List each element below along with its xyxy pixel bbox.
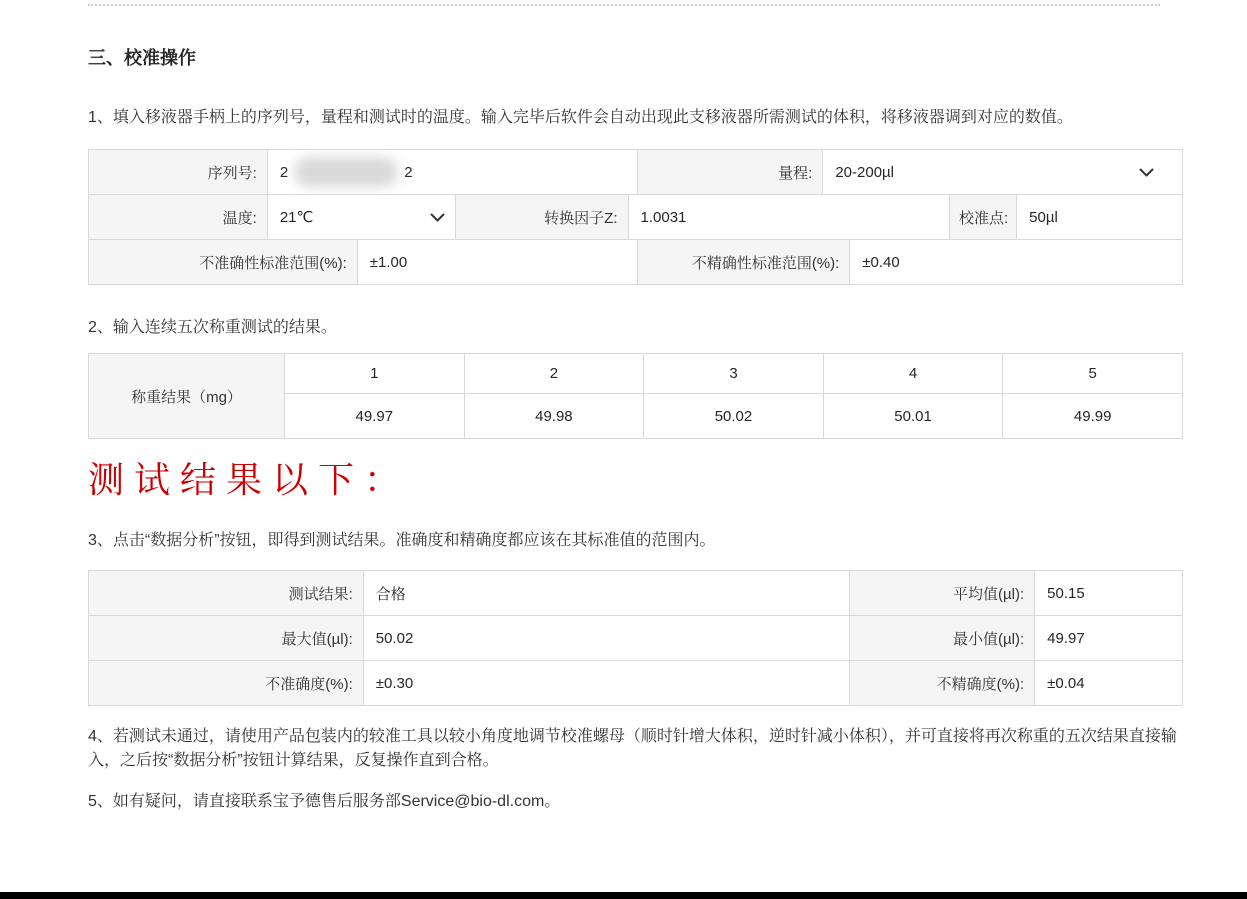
imprecision-value: ±0.04 xyxy=(1035,661,1183,706)
serial-input[interactable] xyxy=(268,150,638,195)
results-table-row-3 xyxy=(89,661,1183,706)
range-select[interactable] xyxy=(823,150,1183,195)
weighing-grid xyxy=(285,354,1182,438)
setup-table xyxy=(88,149,1183,285)
weighing-col-header-2: 2 xyxy=(465,354,645,394)
page-break-dotted-line xyxy=(88,4,1160,6)
weighing-col-header-4: 4 xyxy=(824,354,1004,394)
max-value: 50.02 xyxy=(364,616,851,661)
step-2-text: 2、输入连续五次称重测试的结果。 xyxy=(88,319,337,336)
mean-value: 50.15 xyxy=(1035,571,1183,616)
weighing-row-label: 称重结果（mg） xyxy=(89,354,285,438)
test-result-label: 测试结果: xyxy=(89,571,364,616)
cal-point-label: 校准点: xyxy=(950,195,1017,240)
max-label: 最大值(µl): xyxy=(89,616,364,661)
range-select-value: 20-200µl xyxy=(835,163,895,181)
min-value: 49.97 xyxy=(1035,616,1183,661)
imprecision-label: 不精确度(%): xyxy=(850,661,1035,706)
serial-redaction-blur xyxy=(294,157,398,187)
weighing-value-input-2[interactable]: 49.98 xyxy=(465,394,645,438)
chevron-down-icon xyxy=(1139,168,1154,177)
imprecision-std-label: 不精确性标准范围(%): xyxy=(638,240,851,285)
step-5-text: 5、如有疑问，请直接联系宝予德售后服务部Service@bio-dl.com。 xyxy=(88,793,561,810)
bottom-window-edge xyxy=(0,892,1247,899)
weighing-value-input-3[interactable]: 50.02 xyxy=(644,394,824,438)
serial-prefix: 2 xyxy=(279,163,289,181)
imprecision-std-value: ±0.40 xyxy=(850,240,1183,285)
weighing-header-row xyxy=(285,354,1182,394)
document-body xyxy=(88,47,1183,814)
chevron-down-icon xyxy=(430,213,445,222)
setup-table-row-1 xyxy=(89,150,1183,195)
weighing-values-row xyxy=(285,394,1182,438)
weighing-value-input-1[interactable]: 49.97 xyxy=(285,394,465,438)
min-label: 最小值(µl): xyxy=(850,616,1035,661)
inaccuracy-value: ±0.30 xyxy=(364,661,851,706)
inaccuracy-label: 不准确度(%): xyxy=(89,661,364,706)
setup-table-row-3 xyxy=(89,240,1183,285)
temperature-select-value: 21℃ xyxy=(279,209,314,226)
cal-point-value: 50µl xyxy=(1017,195,1183,240)
setup-table-row-2 xyxy=(89,195,1183,240)
weighing-value-input-5[interactable]: 49.99 xyxy=(1073,407,1112,425)
weighing-value-input-4[interactable]: 50.01 xyxy=(824,394,1004,438)
temperature-label: 温度: xyxy=(89,195,268,240)
step-3-text: 3、点击“数据分析”按钮，即得到测试结果。准确度和精确度都应该在其标准值的范围内。 xyxy=(88,532,716,549)
weighing-table xyxy=(88,353,1183,439)
z-factor-value: 1.0031 xyxy=(629,195,951,240)
section-title: 三、校准操作 xyxy=(88,48,196,68)
results-table-row-1 xyxy=(89,571,1183,616)
weighing-col-header-5: 5 xyxy=(1003,354,1182,394)
step-1-text: 1、填入移液器手柄上的序列号，量程和测试时的温度。输入完毕后软件会自动出现此支移液器所需测试的体积，将移液器调到对应的数值。 xyxy=(88,109,1073,126)
results-table-row-2 xyxy=(89,616,1183,661)
serial-label: 序列号: xyxy=(89,150,268,195)
z-factor-label: 转换因子Z: xyxy=(456,195,629,240)
step-4-text: 4、若测试未通过，请使用产品包装内的较准工具以较小角度地调节校准螺母（顺时针增大体积，逆时针减小体积），并可直接将再次称重的五次结果直接输入，之后按“数据分析”按钮计算结果，反复操作直到合格。 xyxy=(88,728,1177,769)
weighing-col-header-3: 3 xyxy=(644,354,824,394)
inaccuracy-std-value: ±1.00 xyxy=(358,240,638,285)
inaccuracy-std-label: 不准确性标准范围(%): xyxy=(89,240,358,285)
mean-label: 平均值(µl): xyxy=(850,571,1035,616)
test-result-value: 合格 xyxy=(364,571,851,616)
serial-suffix: 2 xyxy=(404,163,413,181)
range-label: 量程: xyxy=(638,150,824,195)
results-table xyxy=(88,570,1183,706)
result-section-heading: 测试结果以下： xyxy=(88,459,411,500)
temperature-select[interactable] xyxy=(268,195,456,240)
weighing-col-header-1: 1 xyxy=(285,354,465,394)
